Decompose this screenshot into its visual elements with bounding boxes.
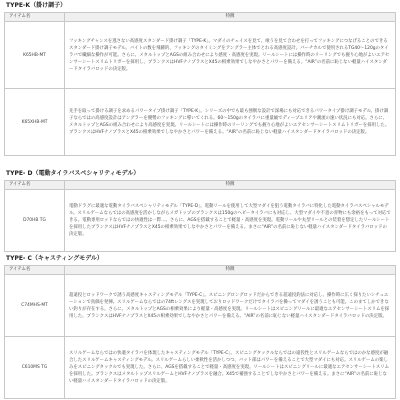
- item-feature-cell: フッキングチャンスを逃さない高感度スタンダード掛け調子「TYPE-K」。マダイのチェイスを見て、喰うを見て合わせを打ってフッキングにつなげることのできるスタンダード掛け調子モデル。バイトの数を飛躍的、フッキングのタイミングをアングラー主体でとれる高感度設計。バーチカルで使用されるTG40～120gのタイラバで繊細な操作が可能。さらに、メタルトップとAGSの組み合わせにより感度・高感度を実現。リールシートには操作時のリーリングでも握り心地がよいエアセンサーシートスリムトリガーを採用し、ブランクスはHVFナノプラスとX45の相乗効果でしなやかさとパワーを備える。“AIR”の名前に恥じない軽量ハイスタンダードタイラバロッドの決定版。: [65, 22, 396, 89]
- item-feature-cell: 先手を取って掛ける調子を求めるパワータイプ掛け調子「TYPE-K」。シリーズの中でも最も強靭な設計で深場にも対応できるパワータイプ掛け調子モデル。掛け調子ならではの高感度設計はアングラーを優勢のフッキングに導いてくれる。60～150gのタイラバに重量級でディープエリアや潮流の速い状況にも対応。さらに、メタルトップとAGSの組み合わせにより高感度を実現。リールシートには操作時のリーリングでも握り心地がよいエアセンサーシートスリムトリガーを採用した。ブランクスはHVFナノプラスとX45の相乗効果でしなやかさとパワーを備える。“AIR”の名前に恥じない軽量ハイスタンダードタイラバロッドの決定版。: [65, 89, 396, 156]
- item-name-cell: K65HB-MT: [5, 22, 65, 89]
- table-row: [5, 275, 396, 337]
- spec-table-type-d: [4, 180, 396, 252]
- table-header-row: [5, 13, 396, 22]
- column-header-feature: 特徴: [65, 13, 396, 22]
- column-header-item-name: アイテム名: [5, 13, 65, 22]
- table-row: [5, 89, 396, 156]
- spec-table-type-c: [4, 265, 396, 399]
- column-header-item-name: アイテム名: [5, 266, 65, 275]
- column-header-item-name: アイテム名: [5, 181, 65, 190]
- column-header-feature: 特徴: [65, 181, 396, 190]
- table-row: [5, 190, 396, 252]
- table-header-row: [5, 181, 396, 190]
- item-feature-cell: スリルゲームならではの快適タイラバを体現したキャスティングモデル「TYPE-C」。スピニングタックルならではの遠投性とスリルゲームならではのかな感度が融合したスリルゲームキャスティングモデル。スリルゲームらしい柔軟性を活かしつつ、バット部はパワーを備えることで大型マダイにも対応。スリルゲームの楽しみをスピニングタックルでも実現した。さらに、AGSを搭載することで軽量・高感度を実現。リールシートはスピニングリールに最適なエアセンサーシートスリムを採用した。ブランクスはメタルトップスリルゲームとHVFナノプラスを融合。X45で補強することでしなやかさとパワーを備える。まさに“AIR”の名前に恥じない軽量ハイスタンダードタイラバロッドの決定版。: [65, 337, 396, 399]
- item-name-cell: K65XHB-MT: [5, 89, 65, 156]
- section-title-type-k: TYPE-K（掛け調子）: [6, 2, 67, 9]
- item-name-cell: D70HB TG: [5, 190, 65, 252]
- item-feature-cell: 超遠投とロッドワークで誘う高感度キャスティングモデル「TYPE-C」。スピニングロングロッドだからできる超遠投釣法に対応し、操作時に広く探りたいシチュエーションで真価を発揮。スリルゲームならではの74ftレングスを実現しておりロッドワークだけでタイラバを操ってマダイを誘うことも可能。このまてしかできない釣りが存在する。さらに、メタルトップとAGSの相乗効果により軽量・高感度を実現。リールシートはスピニングリールに最適なエアセンサーシートスリムを採用した。ブランクスはHVFナノプラスとX45の相乗効果でしなやかさとパワーを備える。“AIR”の名前に恥じない軽量ハイスタンダードタイラバロッドの決定版。: [65, 275, 396, 337]
- item-name-cell: C610MS TG: [5, 337, 65, 399]
- table-row: [5, 22, 396, 89]
- table-header-row: [5, 266, 396, 275]
- item-feature-cell: 電動ドラグに最適な電動タイラバスペシャリティモデル「TYPE-D」。電動リールを使用して大型マダイを狙う電動タイラバに特化した電動タイラバスペシャルモデル。スリルゲームならではの高感度を活かしながらメガトップのブランクスは150gのヘビータイラバにも対応し、大型マダイや不意の青物にも余裕をもって対応できる。電動専用ロッドならではの快適性は一際…。さらに、AGSを搭載することで軽量・高感度を実現。電動リールや丸型リールとの装着を想定したリールシートを採用したブランクスはHVFナノプラスとX45の相乗効果でしなやかさとパワーを備える。まさに“AIR”の名前に恥じない軽量ハイスタンダードタイラバロッドの決定版。: [65, 190, 396, 252]
- table-row: [5, 337, 396, 399]
- item-name-cell: C74MHS-MT: [5, 275, 65, 337]
- section-title-type-c: TYPE- C（キャスティングモデル）: [6, 255, 103, 262]
- column-header-feature: 特徴: [65, 266, 396, 275]
- section-title-type-d: TYPE- D（電動タイラバスペシャリティモデル）: [6, 170, 140, 177]
- spec-table-type-k: [4, 12, 396, 156]
